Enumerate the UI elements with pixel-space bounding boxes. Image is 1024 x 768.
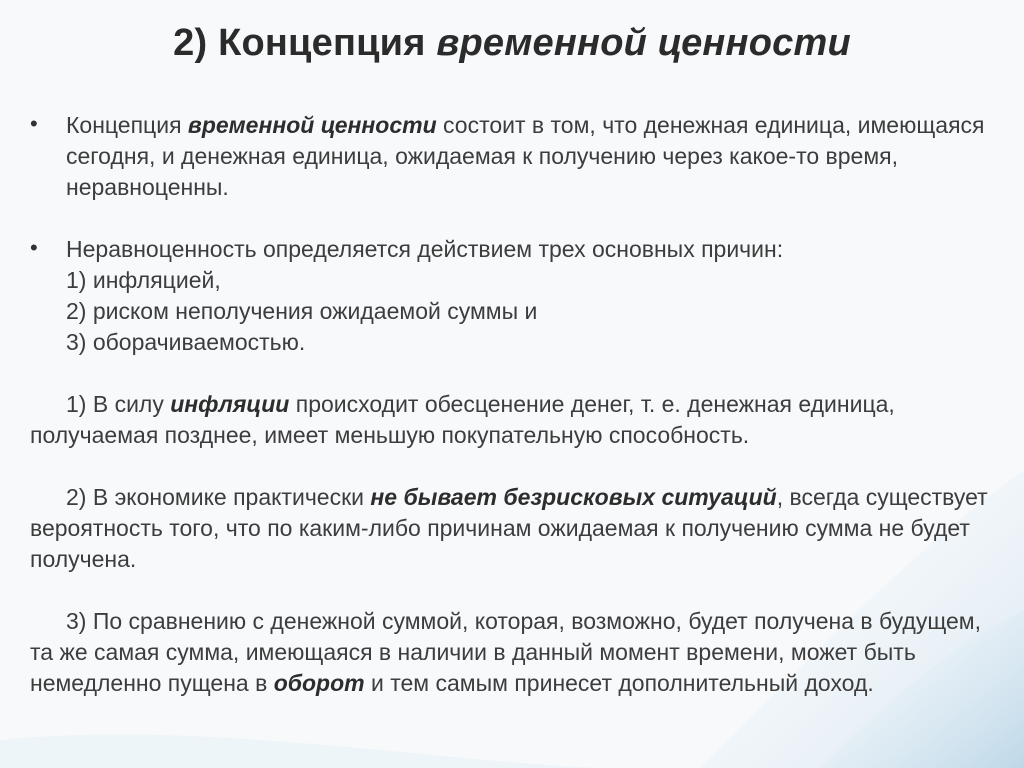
paragraph-turnover — [30, 606, 990, 699]
p3-post: и тем самым принесет дополнительный доход. — [364, 670, 874, 696]
p1-pre: 1) В силу — [66, 391, 171, 417]
reason-item: 2) риском неполучения ожидаемой суммы и — [66, 298, 538, 324]
reason-item: 1) инфляцией, — [66, 267, 221, 293]
p2-emphasis: не бывает безрисковых ситуаций — [370, 484, 777, 510]
bullet-item — [30, 110, 990, 203]
p3-emphasis: оборот — [273, 670, 365, 696]
bullet-item — [30, 234, 990, 358]
paragraph-risk — [30, 482, 990, 575]
slide-title — [0, 22, 1024, 65]
reason-item: 3) оборачиваемостью. — [66, 329, 306, 355]
bullet-dot-icon: • — [30, 111, 38, 136]
p2-post: , всегда существует вероятность того, что по каким-либо причинам ожидаемая к получению сумма не будет получена. — [30, 484, 988, 572]
p1-post: происходит обесценение денег, т. е. денежная единица, получаемая позднее, имеет меньшую покупательную способность. — [30, 391, 895, 448]
title-prefix: 2) Концепция — [173, 22, 437, 64]
p2-pre: 2) В экономике практически — [66, 484, 371, 510]
paragraph-inflation — [30, 389, 990, 451]
p1-emphasis: инфляции — [170, 391, 290, 417]
bullet1-post: состоит в том, что денежная единица, имеющаяся сегодня, и денежная единица, ожидаемая к получению через какое-то время, неравноценны. — [66, 112, 985, 200]
title-emphasis: временной ценности — [436, 22, 851, 64]
bullet1-pre: Концепция — [66, 112, 188, 138]
bullet1-emphasis: временной ценности — [187, 112, 437, 138]
slide-body — [30, 110, 990, 699]
bullet-dot-icon: • — [30, 235, 38, 260]
bullet2-intro: Неравноценность определяется действием трех основных причин: — [66, 236, 784, 262]
p3-pre: 3) По сравнению с денежной суммой, которая, возможно, будет получена в будущем, та же самая сумма, имеющаяся в наличии в данный момент времени, может быть немедленно пущена в — [30, 608, 982, 696]
